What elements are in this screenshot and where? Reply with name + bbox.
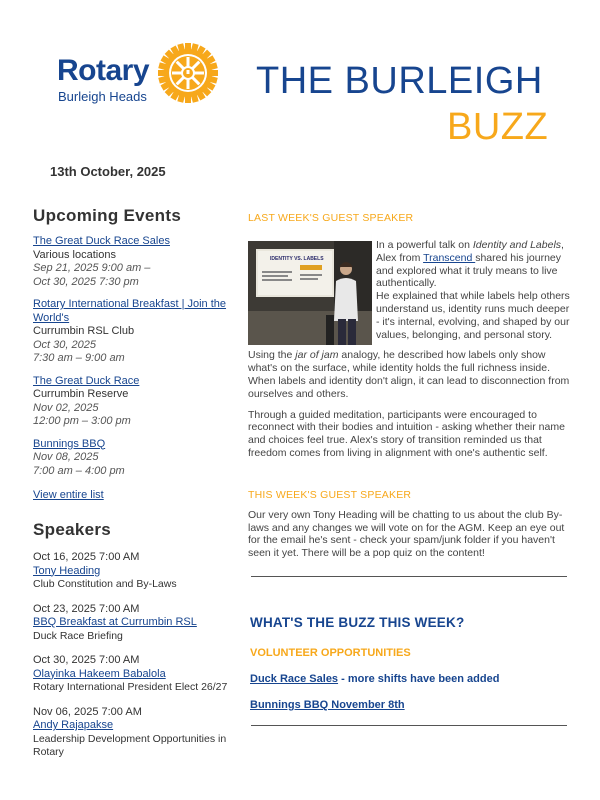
buzz-item [250, 699, 570, 711]
event-link[interactable]: The Great Duck Race [33, 374, 140, 387]
rotary-wheel-icon [157, 42, 219, 104]
event-time-end: Oct 30, 2025 7:30 pm [33, 275, 139, 288]
event-link[interactable]: Rotary International Breakfast | Join the World's [33, 298, 227, 324]
upcoming-events-heading: Upcoming Events [33, 206, 182, 225]
event-time: Sep 21, 2025 9:00 am – [33, 262, 151, 274]
speaker-date: Oct 16, 2025 7:00 AM [33, 551, 140, 563]
speaker-date: Oct 30, 2025 7:00 AM [33, 654, 140, 666]
article-emphasis: jar of jam [295, 349, 339, 362]
buzz-item-text: - more shifts have been added [338, 672, 500, 685]
event-item [33, 298, 238, 366]
event-item [33, 375, 238, 429]
speaker-name-link[interactable]: Andy Rajapakse [33, 719, 114, 731]
duck-race-sales-link[interactable]: Duck Race Sales [250, 672, 339, 685]
speaker-date: Oct 23, 2025 7:00 AM [33, 602, 140, 615]
buzz-item [250, 673, 570, 685]
event-location: Currumbin RSL Club [33, 325, 135, 337]
event-time: 7:30 am – 9:00 am [33, 352, 125, 364]
event-date: Oct 30, 2025 [33, 338, 96, 351]
speaker-topic: Rotary International President Elect 26/27 [33, 681, 228, 693]
speaker-topic: Duck Race Briefing [33, 629, 123, 642]
section-divider [251, 725, 567, 726]
event-time: 7:00 am – 4:00 pm [33, 464, 125, 477]
speaker-photo-illustration [248, 241, 372, 345]
volunteer-heading: VOLUNTEER OPPORTUNITIES [250, 646, 411, 659]
section-divider [251, 576, 567, 577]
transcend-link[interactable]: Transcend [423, 251, 476, 264]
this-week-label: THIS WEEK'S GUEST SPEAKER [248, 488, 412, 501]
speaker-item [33, 654, 238, 695]
speakers-heading: Speakers [33, 520, 112, 539]
event-link[interactable]: Bunnings BBQ [33, 437, 106, 450]
event-date: Nov 08, 2025 [33, 451, 99, 463]
event-location: Currumbin Reserve [33, 388, 129, 400]
newsletter-title-line2: BUZZ [447, 106, 549, 148]
article-paragraph [248, 349, 570, 400]
speaker-item [33, 551, 238, 592]
speaker-name-link[interactable]: Olayinka Hakeem Babalola [33, 667, 166, 680]
view-entire-list-link[interactable]: View entire list [33, 489, 104, 501]
article-text: Using the [248, 349, 296, 362]
guest-speaker-photo [248, 241, 372, 345]
speaker-item [33, 603, 238, 644]
buzz-heading: WHAT'S THE BUZZ THIS WEEK? [250, 614, 465, 630]
logo-club-name: Burleigh Heads [58, 89, 147, 104]
bunnings-bbq-link[interactable]: Bunnings BBQ November 8th [250, 698, 405, 711]
rotary-logo [57, 42, 222, 107]
issue-date: 13th October, 2025 [50, 164, 166, 179]
last-week-article [248, 239, 570, 341]
article-text: In a powerful talk on [376, 239, 473, 251]
article-topic: Identity and Labels [472, 239, 562, 251]
speaker-name-link[interactable]: BBQ Breakfast at Currumbin RSL [33, 616, 197, 628]
event-location: Various locations [33, 248, 116, 261]
speaker-item [33, 706, 238, 760]
logo-wordmark: Rotary [57, 54, 150, 87]
article-text: He explained that while labels help others understand us, identity runs much deeper - it's internal, evolving, and shaped by our values, belonging, and personal story. [376, 290, 570, 341]
event-link[interactable]: The Great Duck Race Sales [33, 235, 170, 247]
speaker-name-link[interactable]: Tony Heading [33, 564, 101, 577]
newsletter-title-line1: THE BURLEIGH [256, 60, 543, 102]
right-column [248, 212, 570, 726]
speaker-date: Nov 06, 2025 7:00 AM [33, 705, 142, 718]
left-column [33, 206, 238, 760]
article-text: shared his journey and explored what it truly means to live authentically. [376, 251, 562, 290]
newsletter-header [0, 0, 600, 160]
event-item [33, 235, 238, 289]
slide-title: IDENTITY VS. LABELS [270, 256, 324, 262]
article-paragraph: Through a guided meditation, participants were encouraged to reconnect with their bodies and intuition - asking whether their name and choices feel true. Alex's story of transition reminded us that freedom comes from living in alignment with one's authentic self. [248, 408, 565, 459]
event-date: Nov 02, 2025 [33, 401, 99, 414]
speaker-topic: Club Constitution and By-Laws [33, 578, 177, 590]
last-week-label: LAST WEEK'S GUEST SPEAKER [248, 212, 414, 224]
article-text: analogy, he described how labels only show what's on the surface, while identity holds the full richness inside. When labels and identity don't align, it can lead to disconnection from ourselves and others. [248, 349, 570, 400]
this-week-text: Our very own Tony Heading will be chatting to us about the club By-laws and any changes we will vote on for the AGM. Keep an eye out for the email he's sent - check your spam/junk folder if you haven't seen it yet. There will be a pop quiz on the content! [248, 508, 565, 560]
event-item [33, 438, 238, 479]
article-text: , Alex from [376, 239, 564, 264]
speaker-topic: Leadership Development Opportunities in Rotary [33, 732, 227, 758]
event-time: 12:00 pm – 3:00 pm [33, 415, 131, 427]
